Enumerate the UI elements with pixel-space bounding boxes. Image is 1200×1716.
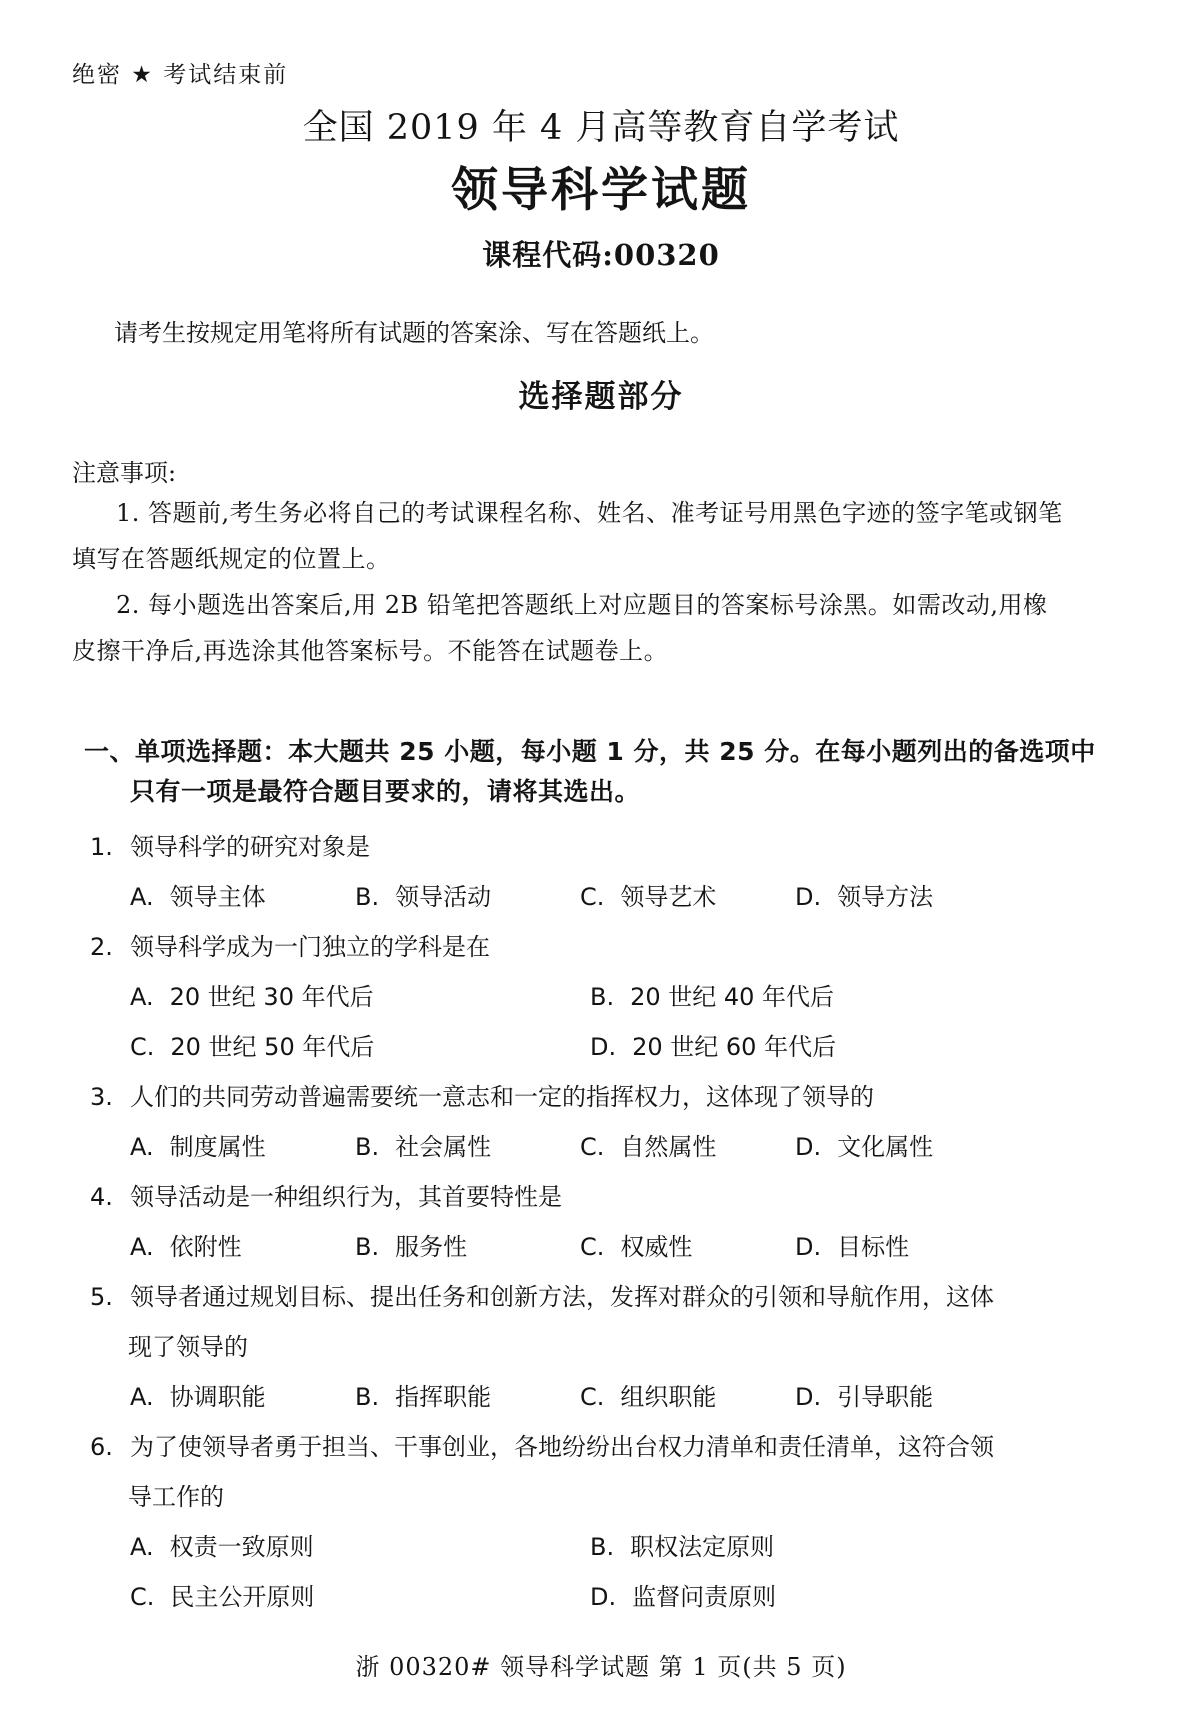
note-line: 皮擦干净后,再选涂其他答案标号。不能答在试题卷上。 (72, 637, 669, 665)
question-stem (72, 1072, 1130, 1122)
section-heading-line: 一、单项选择题：本大题共 25 小题，每小题 1 分，共 25 分。在每小题列出的备选项中 (84, 737, 1096, 766)
course-code: 课程代码:00320 (482, 238, 720, 272)
option-label: B. (590, 983, 615, 1011)
option-label: D. (795, 1233, 822, 1261)
option-c (130, 1022, 590, 1072)
option-text: 领导方法 (837, 883, 934, 911)
option-text: 监督问责原则 (632, 1583, 777, 1611)
question-stem-text: 人们的共同劳动普遍需要统一意志和一定的指挥权力，这体现了领导的 (130, 1083, 874, 1111)
option-label: D. (590, 1033, 617, 1061)
question-number: 3. (90, 1083, 113, 1111)
notes-title: 注意事项: (72, 459, 177, 487)
option-c (580, 1372, 795, 1422)
note-line: 填写在答题纸规定的位置上。 (72, 545, 391, 573)
options-row (72, 1122, 1130, 1172)
option-a (130, 1122, 355, 1172)
options-row (72, 872, 1130, 922)
option-label: D. (590, 1583, 617, 1611)
option-text: 领导活动 (395, 883, 492, 911)
question-3 (72, 1072, 1130, 1172)
note-line: 1. 答题前,考生务必将自己的考试课程名称、姓名、准考证号用黑色字迹的签字笔或钢笔 (116, 499, 1063, 527)
option-label: B. (355, 1233, 380, 1261)
section-heading-line: 只有一项是最符合题目要求的，请将其选出。 (130, 777, 641, 806)
option-text: 自然属性 (620, 1133, 717, 1161)
option-d (795, 1122, 1130, 1172)
option-label: B. (355, 1383, 380, 1411)
option-text: 领导艺术 (620, 883, 717, 911)
option-text: 领导主体 (169, 883, 266, 911)
option-c (580, 872, 795, 922)
option-label: C. (580, 1383, 605, 1411)
option-d (795, 1222, 1130, 1272)
question-stem (72, 1272, 1130, 1322)
option-b (590, 1522, 1130, 1572)
question-stem-text: 为了使领导者勇于担当、干事创业，各地纷纷出台权力清单和责任清单，这符合领 (130, 1433, 994, 1461)
options-row (72, 1222, 1130, 1272)
question-number: 6. (90, 1433, 113, 1461)
option-label: A. (130, 1383, 154, 1411)
option-label: C. (580, 1233, 605, 1261)
option-a (130, 972, 590, 1022)
option-b (355, 872, 580, 922)
options-row (72, 972, 1130, 1072)
part-title: 选择题部分 (518, 379, 684, 415)
option-a (130, 1372, 355, 1422)
option-text: 职权法定原则 (630, 1533, 775, 1561)
question-stem-text: 领导科学的研究对象是 (130, 833, 370, 861)
option-text: 组织职能 (620, 1383, 717, 1411)
option-text: 20 世纪 60 年代后 (632, 1033, 837, 1061)
question-stem-text: 导工作的 (128, 1483, 224, 1511)
option-text: 权威性 (620, 1233, 693, 1261)
question-number: 2. (90, 933, 113, 961)
option-label: C. (580, 1133, 605, 1161)
option-label: B. (355, 1133, 380, 1161)
option-text: 服务性 (395, 1233, 468, 1261)
option-label: D. (795, 1133, 822, 1161)
option-c (580, 1122, 795, 1172)
option-text: 指挥职能 (395, 1383, 492, 1411)
question-number: 1. (90, 833, 113, 861)
option-text: 权责一致原则 (169, 1533, 314, 1561)
option-d (795, 1372, 1130, 1422)
option-label: D. (795, 1383, 822, 1411)
options-row (72, 1522, 1130, 1622)
question-number: 4. (90, 1183, 113, 1211)
option-b (355, 1122, 580, 1172)
option-label: A. (130, 983, 154, 1011)
exam-title: 全国 2019 年 4 月高等教育自学考试 (302, 108, 900, 148)
option-a (130, 872, 355, 922)
question-stem-text: 现了领导的 (128, 1333, 248, 1361)
option-text: 目标性 (837, 1233, 910, 1261)
option-text: 社会属性 (395, 1133, 492, 1161)
subject-title: 领导科学试题 (451, 163, 751, 218)
options-row (72, 1372, 1130, 1422)
question-stem-text: 领导科学成为一门独立的学科是在 (130, 933, 490, 961)
question-stem (72, 1172, 1130, 1222)
option-label: D. (795, 883, 822, 911)
option-label: A. (130, 1533, 154, 1561)
option-c (130, 1572, 590, 1622)
option-d (795, 872, 1130, 922)
option-text: 依附性 (169, 1233, 242, 1261)
option-b (590, 972, 1130, 1022)
option-d (590, 1572, 1130, 1622)
option-text: 制度属性 (169, 1133, 266, 1161)
question-4 (72, 1172, 1130, 1272)
page-footer: 浙 00320# 领导科学试题 第 1 页(共 5 页) (355, 1653, 847, 1681)
option-text: 20 世纪 40 年代后 (630, 983, 835, 1011)
questions (72, 822, 1130, 1622)
question-stem-text: 领导者通过规划目标、提出任务和创新方法，发挥对群众的引领和导航作用，这体 (130, 1283, 994, 1311)
option-label: B. (590, 1533, 615, 1561)
option-a (130, 1522, 590, 1572)
option-d (590, 1022, 1130, 1072)
question-stem (72, 822, 1130, 872)
option-label: C. (130, 1033, 155, 1061)
option-c (580, 1222, 795, 1272)
option-text: 文化属性 (837, 1133, 934, 1161)
option-label: A. (130, 1133, 154, 1161)
question-stem (72, 922, 1130, 972)
option-a (130, 1222, 355, 1272)
question-stem-text: 领导活动是一种组织行为，其首要特性是 (130, 1183, 562, 1211)
question-stem (72, 1322, 1130, 1372)
option-text: 协调职能 (169, 1383, 266, 1411)
option-label: B. (355, 883, 380, 911)
option-label: A. (130, 1233, 154, 1261)
option-text: 民主公开原则 (170, 1583, 315, 1611)
question-stem (72, 1422, 1130, 1472)
question-6 (72, 1422, 1130, 1622)
classification-label: 绝密 ★ 考试结束前 (72, 62, 289, 88)
option-b (355, 1222, 580, 1272)
answer-sheet-notice: 请考生按规定用笔将所有试题的答案涂、写在答题纸上。 (114, 319, 714, 347)
question-1 (72, 822, 1130, 922)
option-text: 引导职能 (837, 1383, 934, 1411)
option-text: 20 世纪 30 年代后 (169, 983, 374, 1011)
question-2 (72, 922, 1130, 1072)
option-text: 20 世纪 50 年代后 (170, 1033, 375, 1061)
question-number: 5. (90, 1283, 113, 1311)
option-label: C. (130, 1583, 155, 1611)
question-stem (72, 1472, 1130, 1522)
question-5 (72, 1272, 1130, 1422)
option-b (355, 1372, 580, 1422)
option-label: C. (580, 883, 605, 911)
option-label: A. (130, 883, 154, 911)
note-line: 2. 每小题选出答案后,用 2B 铅笔把答题纸上对应题目的答案标号涂黑。如需改动,用橡 (116, 591, 1048, 619)
section-heading (72, 732, 1130, 812)
